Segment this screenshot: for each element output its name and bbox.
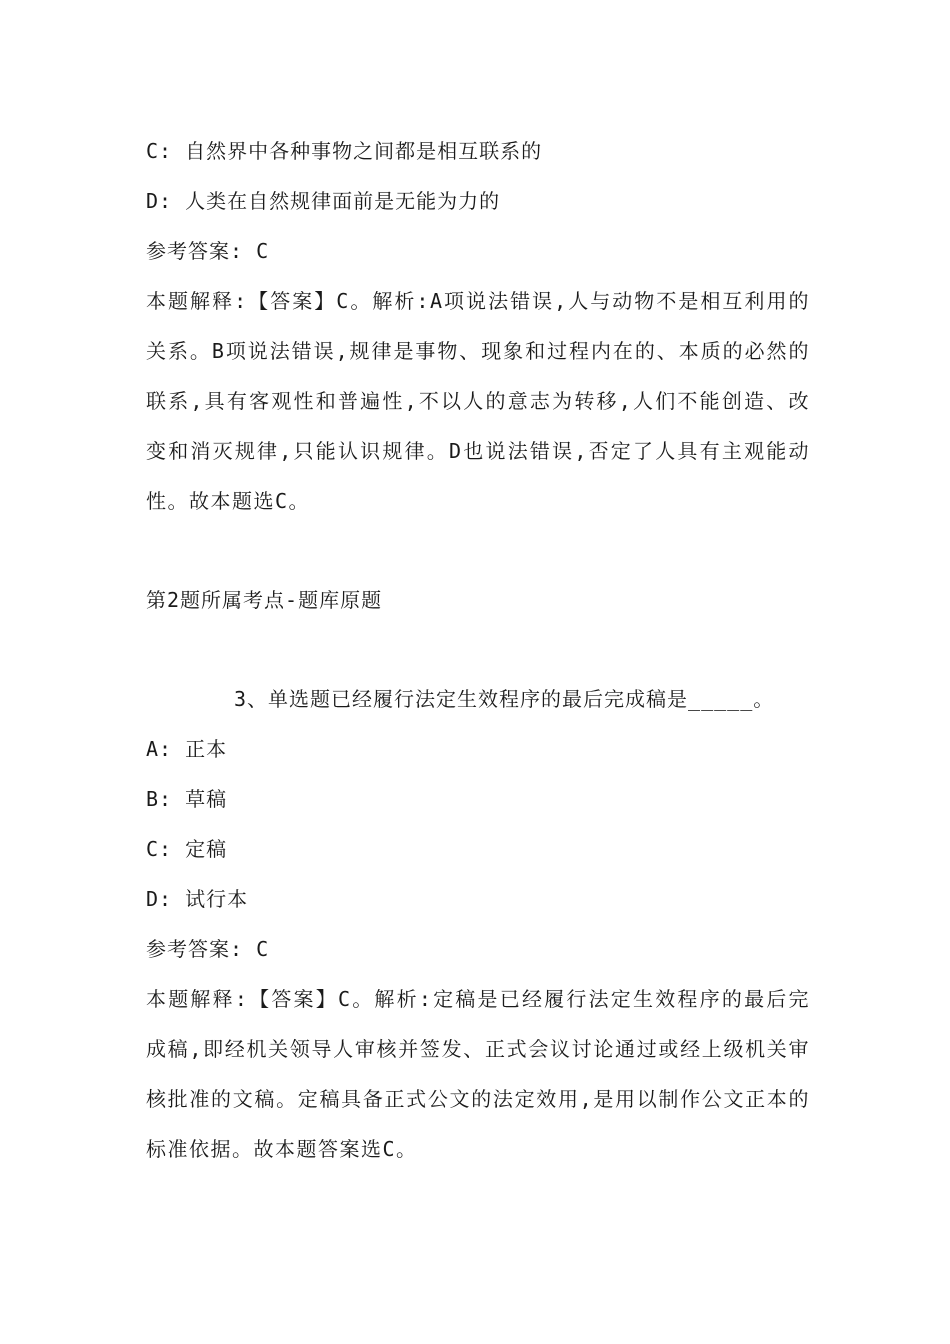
q3-answer: 参考答案: C (146, 937, 270, 961)
q2-option-d: D: 人类在自然规律面前是无能为力的 (146, 189, 501, 213)
q2-option-c: C: 自然界中各种事物之间都是相互联系的 (146, 139, 543, 163)
q3-option-b: B: 草稿 (146, 787, 228, 811)
q3-explanation: 本题解释:【答案】C。解析:定稿是已经履行法定生效程序的最后完成稿,即经机关领导人审核并签发、正式会议讨论通过或经上级机关审核批准的文稿。定稿具备正式公文的法定效用,是用以制作公文正本的标准依据。故本题答案选C。 (146, 987, 810, 1161)
q2-explanation: 本题解释:【答案】C。解析:A项说法错误,人与动物不是相互利用的关系。B项说法错误,规律是事物、现象和过程内在的、本质的必然的联系,具有客观性和普遍性,不以人的意志为转移,人们不能创造、改变和消灭规律,只能认识规律。D也说法错误,否定了人具有主观能动性。故本题选C。 (146, 289, 810, 513)
q2-answer: 参考答案: C (146, 239, 270, 263)
q3-option-c: C: 定稿 (146, 837, 228, 861)
q2-knowledge-point: 第2题所属考点-题库原题 (146, 588, 383, 612)
q3-question-stem: 3、单选题已经履行法定生效程序的最后完成稿是_____。 (234, 687, 775, 711)
q3-option-a: A: 正本 (146, 737, 228, 761)
q3-option-d: D: 试行本 (146, 887, 249, 911)
